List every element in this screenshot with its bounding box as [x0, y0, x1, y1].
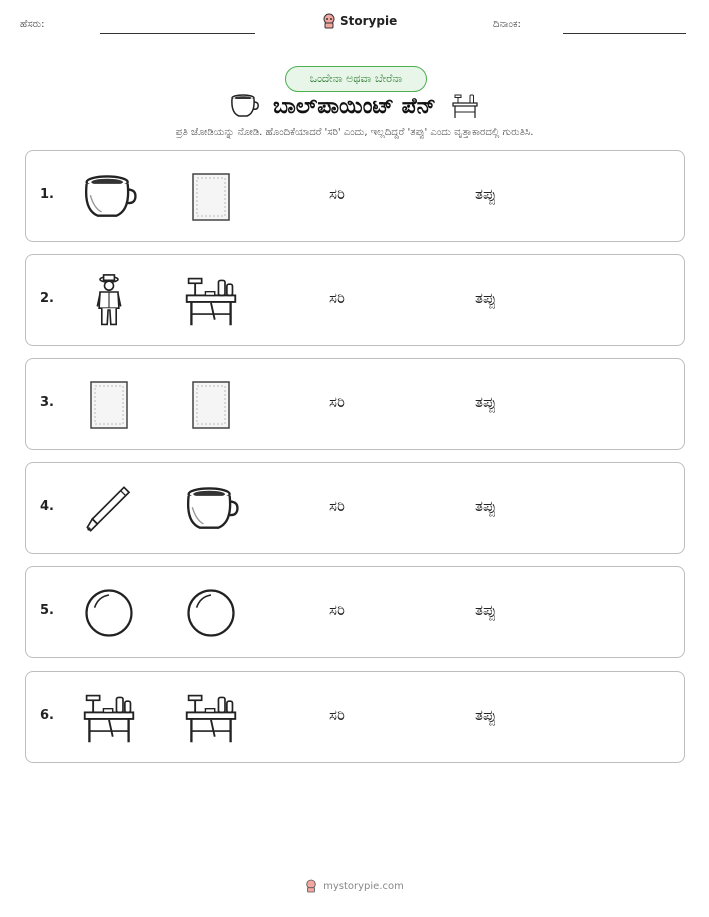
right-image: [180, 688, 242, 748]
question-row: [25, 671, 685, 763]
option-wrong[interactable]: ತಪ್ಪು: [475, 706, 497, 724]
right-image: [180, 167, 242, 227]
question-row: [25, 462, 685, 554]
option-wrong[interactable]: ತಪ್ಪು: [475, 185, 497, 203]
brand-name: Storypie: [340, 14, 398, 28]
brand-logo: [322, 13, 397, 29]
worksheet-type-badge: ಒಂದೇನಾ ಅಥವಾ ಬೇರೆನಾ: [285, 66, 427, 92]
question-number: 1.: [40, 187, 54, 202]
question-row: [25, 358, 685, 450]
option-correct[interactable]: ಸರಿ: [329, 497, 345, 515]
circle-icon: [82, 586, 136, 640]
name-line[interactable]: [100, 33, 255, 34]
option-wrong[interactable]: ತಪ್ಪು: [475, 497, 497, 515]
pot-icon: [81, 172, 137, 222]
pen-icon: [84, 482, 134, 536]
left-image: [78, 375, 140, 435]
right-image: [180, 479, 242, 539]
left-image: [78, 479, 140, 539]
worksheet-header: [0, 0, 709, 48]
footer: [0, 879, 709, 893]
option-correct[interactable]: ಸರಿ: [329, 289, 345, 307]
question-number: 3.: [40, 395, 54, 410]
pot-icon: [183, 484, 239, 534]
question-number: 6.: [40, 708, 54, 723]
option-wrong[interactable]: ತಪ್ಪು: [475, 601, 497, 619]
right-image: [180, 583, 242, 643]
paper-icon: [89, 380, 129, 430]
question-number: 2.: [40, 291, 54, 306]
left-image: [78, 167, 140, 227]
workbench-icon: [183, 274, 239, 328]
right-image: [180, 271, 242, 331]
paper-icon: [191, 380, 231, 430]
left-image: [78, 271, 140, 331]
option-wrong[interactable]: ತಪ್ಪು: [475, 289, 497, 307]
right-image: [180, 375, 242, 435]
date-label: ದಿನಾಂಕ:: [493, 19, 521, 30]
question-number: 5.: [40, 603, 54, 618]
name-label: ಹೆಸರು:: [20, 19, 45, 30]
date-line[interactable]: [563, 33, 686, 34]
circle-icon: [184, 586, 238, 640]
question-row: [25, 254, 685, 346]
option-correct[interactable]: ಸರಿ: [329, 185, 345, 203]
left-image: [78, 583, 140, 643]
title-row: [0, 88, 709, 124]
left-image: [78, 688, 140, 748]
man-icon: [91, 273, 127, 329]
workbench-icon: [81, 691, 137, 745]
storypie-mascot-icon: [305, 879, 317, 893]
option-correct[interactable]: ಸರಿ: [329, 706, 345, 724]
option-correct[interactable]: ಸರಿ: [329, 393, 345, 411]
paper-icon: [191, 172, 231, 222]
workbench-icon: [183, 691, 239, 745]
page-title: ಬಾಲ್‌ಪಾಯಿಂಟ್ ಪೆನ್: [273, 93, 436, 119]
pot-icon: [229, 93, 259, 119]
question-row: [25, 150, 685, 242]
option-correct[interactable]: ಸರಿ: [329, 601, 345, 619]
option-wrong[interactable]: ತಪ್ಪು: [475, 393, 497, 411]
footer-url[interactable]: mystorypie.com: [323, 880, 404, 892]
question-row: [25, 566, 685, 658]
workbench-icon: [450, 93, 480, 119]
question-number: 4.: [40, 499, 54, 514]
storypie-mascot-icon: [322, 13, 336, 29]
instructions-text: ಪ್ರತಿ ಜೋಡಿಯನ್ನು ನೋಡಿ. ಹೊಂದಿಕೆಯಾದರೆ 'ಸರಿ' ಎಂದು, ಇಲ್ಲದಿದ್ದರೆ 'ತಪ್ಪು' ಎಂದು ವೃತ್ತಾಕಾರದಲ್ಲಿ ಗುರುತಿಸಿ.: [175, 127, 534, 138]
